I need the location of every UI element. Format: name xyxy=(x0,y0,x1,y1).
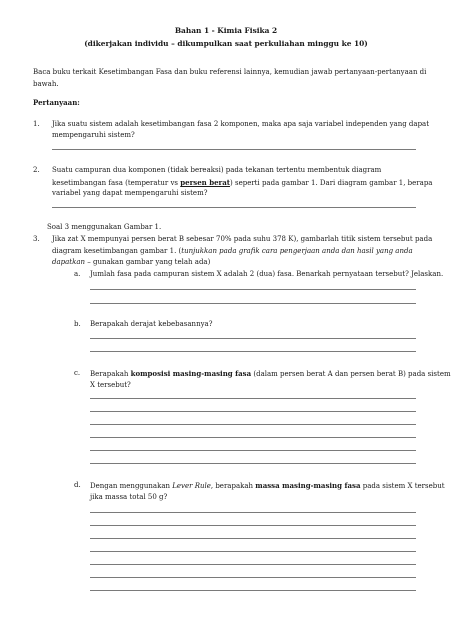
q3d-answer-line-1 xyxy=(90,512,416,513)
q3d-answer-line-7 xyxy=(90,590,416,591)
q3-text-line-1: Jika zat X mempunyai persen berat B sebesar 70% pada suhu 378 K), gambarlah titik sistem tersebut pada xyxy=(52,235,433,243)
q2-line2-part-c: ) seperti pada gambar 1. Dari diagram gambar 1, berapa xyxy=(230,179,433,187)
q3-text-line-3 xyxy=(52,258,210,267)
intro-line-1: Baca buku terkait Kesetimbangan Fasa dan buku referensi lainnya, kemudian jawab pertanyaan-pertanyaan di xyxy=(33,68,427,76)
q3a-text: Jumlah fasa pada campuran sistem X adalah 2 (dua) fasa. Benarkah pernyataan tersebut? Jelaskan. xyxy=(90,270,444,278)
q3c-answer-line-6 xyxy=(90,463,416,464)
q3d-text-line-1 xyxy=(90,481,445,491)
q1-text-line-1: Jika suatu sistem adalah kesetimbangan fasa 2 komponen, maka apa saja variabel independen yang dapat xyxy=(52,120,430,128)
q1-text-line-2: mempengaruhi sistem? xyxy=(52,131,135,139)
q3d-line1-part-e: pada sistem X tersebut xyxy=(360,482,445,490)
q3c-line1-part-c: (dalam persen berat A dan persen berat B) pada sistem xyxy=(251,370,451,378)
q3-line3-part-b: – gunakan gambar yang telah ada) xyxy=(85,258,211,266)
q3a-answer-line-1 xyxy=(90,289,416,290)
q3c-answer-line-1 xyxy=(90,398,416,399)
q1-answer-line xyxy=(52,149,416,150)
q3-line2-part-a: diagram kesetimbangan gambar 1. ( xyxy=(52,247,182,255)
q3d-answer-line-3 xyxy=(90,538,416,539)
q2-text-line-1: Suatu campuran dua komponen (tidak bereaksi) pada tekanan tertentu membentuk diagram xyxy=(52,166,382,174)
intro-line-2: bawah. xyxy=(33,80,59,88)
q3c-letter: c. xyxy=(74,369,81,377)
q3c-line1-part-a: Berapakah xyxy=(90,370,131,378)
q3c-text-line-2: X tersebut? xyxy=(90,381,131,389)
q2-answer-line xyxy=(52,207,416,208)
q3d-line1-part-a: Dengan menggunakan xyxy=(90,482,173,490)
q3-line3-italic: dapatkan xyxy=(52,258,86,266)
q3d-line1-part-c: , berapakah xyxy=(210,482,256,490)
section-label: Pertanyaan: xyxy=(33,98,80,107)
q3d-answer-line-4 xyxy=(90,551,416,552)
q3b-answer-line-1 xyxy=(90,338,416,339)
q3c-answer-line-4 xyxy=(90,437,416,438)
q2-text-line-3: variabel yang dapat mempengaruhi sistem? xyxy=(52,189,208,197)
q3c-answer-line-2 xyxy=(90,411,416,412)
page-title: Bahan 1 - Kimia Fisika 2 xyxy=(174,26,278,35)
q3d-line1-italic: Lever Rule xyxy=(172,482,211,490)
q3a-answer-line-2 xyxy=(90,303,416,304)
q3a-letter: a. xyxy=(74,270,81,278)
note-text: Soal 3 menggunakan Gambar 1. xyxy=(47,223,162,231)
q3b-text: Berapakah derajat kebebasannya? xyxy=(90,320,213,328)
q3d-answer-line-5 xyxy=(90,564,416,565)
q3d-letter: d. xyxy=(74,481,81,489)
q3-number: 3. xyxy=(33,235,40,243)
q3c-answer-line-3 xyxy=(90,424,416,425)
q3-text-line-2 xyxy=(52,247,413,256)
q3b-letter: b. xyxy=(74,320,81,328)
q3c-line1-bold: komposisi masing-masing fasa xyxy=(130,369,252,378)
q2-text-line-2 xyxy=(52,178,432,188)
page-subtitle: (dikerjakan individu – dikumpulkan saat perkuliahan minggu ke 10) xyxy=(84,39,368,48)
q3b-answer-line-2 xyxy=(90,351,416,352)
q3d-line1-bold: massa masing-masing fasa xyxy=(255,481,361,490)
q3d-answer-line-6 xyxy=(90,577,416,578)
q2-line2-part-a: kesetimbangan fasa (temperatur vs xyxy=(52,179,181,187)
q3c-text-line-1 xyxy=(90,369,451,379)
q1-number: 1. xyxy=(33,120,40,128)
q3c-answer-line-5 xyxy=(90,450,416,451)
q2-line2-emphasis: persen berat xyxy=(180,178,231,187)
q3-line2-italic: tunjukkan pada grafik cara pengerjaan anda dan hasil yang anda xyxy=(181,247,413,255)
q2-number: 2. xyxy=(33,166,40,174)
q3d-answer-line-2 xyxy=(90,525,416,526)
q3d-text-line-2: jika massa total 50 g? xyxy=(90,493,168,501)
